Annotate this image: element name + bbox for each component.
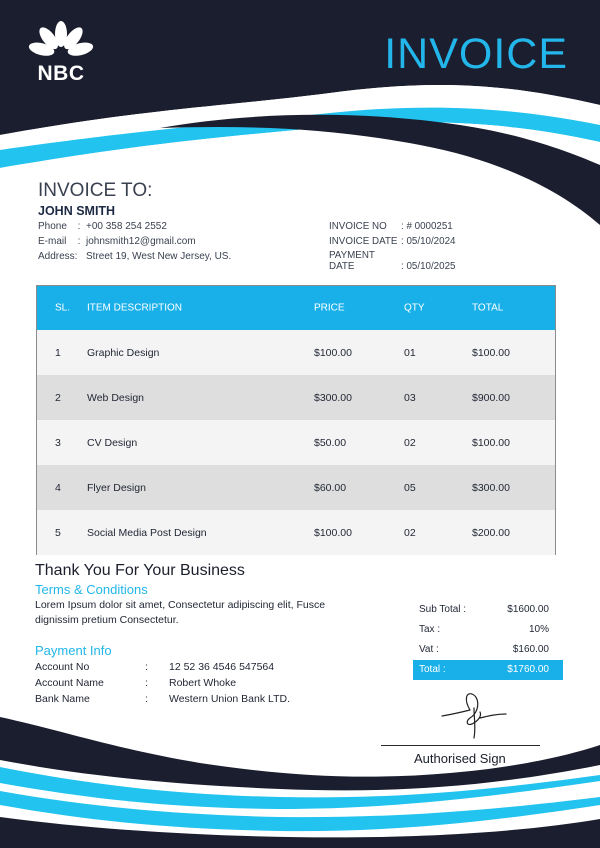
- total-value: $1760.00: [507, 664, 549, 675]
- row-description: CV Design: [87, 436, 138, 449]
- row-price: $300.00: [314, 391, 352, 404]
- table-row: [37, 510, 555, 555]
- tax-label: Tax :: [419, 624, 441, 635]
- logo-text: NBC: [37, 62, 85, 85]
- table-row: [37, 465, 555, 510]
- vat-value: $160.00: [512, 644, 549, 655]
- email-label: E-mail: [38, 236, 67, 247]
- header-description: ITEM DESCRIPTION: [87, 302, 183, 314]
- terms-text: Lorem Ipsum dolor sit amet, Consectetur adipiscing elit, Fusce dignissim pretium Consectetur.: [35, 599, 326, 626]
- invoice-date-row: [329, 236, 455, 247]
- address-value: Street 19, West New Jersey, US.: [86, 251, 232, 262]
- tax-value: 10%: [528, 624, 549, 635]
- invoice-no-label: INVOICE NO: [329, 221, 387, 232]
- phone-row: [38, 221, 167, 232]
- row-total: $100.00: [472, 346, 510, 359]
- invoice-title: INVOICE: [384, 30, 568, 78]
- total-label: Total :: [419, 664, 446, 675]
- nbc-logo: [28, 20, 94, 90]
- row-total: $200.00: [472, 526, 510, 539]
- row-sl: 2: [55, 391, 61, 404]
- row-qty: 02: [404, 526, 416, 539]
- phone-colon: :: [77, 221, 81, 232]
- email-value: johnsmith12@gmail.com: [86, 236, 196, 247]
- signature-line: [381, 745, 540, 746]
- thank-you-text: Thank You For Your Business: [35, 562, 245, 579]
- account-name-row: [35, 677, 236, 689]
- phone-value: +00 358 254 2552: [86, 221, 167, 232]
- header-qty: QTY: [404, 302, 425, 314]
- subtotal-value: $1600.00: [507, 604, 549, 615]
- subtotal-label: Sub Total :: [419, 604, 467, 615]
- table-header: [37, 286, 555, 330]
- bank-name-colon: :: [145, 693, 148, 705]
- row-description: Flyer Design: [87, 481, 146, 494]
- account-no-row: [35, 661, 274, 673]
- row-qty: 01: [404, 346, 416, 359]
- table-row: [37, 420, 555, 465]
- header-price: PRICE: [314, 302, 345, 314]
- tax-row: [413, 620, 563, 640]
- row-description: Web Design: [87, 391, 145, 404]
- email-row: [38, 236, 196, 247]
- payment-date-row: [329, 250, 455, 272]
- bank-name-value: Western Union Bank LTD.: [169, 693, 290, 705]
- invoice-no-value: : # 0000251: [401, 221, 453, 232]
- row-price: $100.00: [314, 346, 352, 359]
- row-qty: 05: [404, 481, 416, 494]
- account-no-label: Account No: [35, 661, 90, 673]
- row-price: $100.00: [314, 526, 352, 539]
- address-row: [38, 251, 231, 262]
- table-row: [37, 375, 555, 420]
- header-sl: SL.: [55, 302, 71, 314]
- header-total: TOTAL: [472, 302, 504, 314]
- account-name-label: Account Name: [35, 677, 104, 689]
- authorised-sign-label: Authorised Sign: [414, 751, 506, 766]
- row-price: $60.00: [314, 481, 347, 494]
- payment-date-label: PAYMENT DATE: [329, 250, 375, 272]
- row-qty: 02: [404, 436, 416, 449]
- email-colon: :: [77, 236, 81, 247]
- total-row: [413, 660, 563, 680]
- subtotal-row: [413, 600, 563, 620]
- invoice-date-label: INVOICE DATE: [329, 236, 398, 247]
- row-total: $100.00: [472, 436, 510, 449]
- row-description: Social Media Post Design: [87, 526, 207, 539]
- bank-name-label: Bank Name: [35, 693, 90, 705]
- items-table: [36, 285, 556, 555]
- row-total: $900.00: [472, 391, 510, 404]
- terms-heading: Terms & Conditions: [35, 582, 148, 597]
- row-sl: 4: [55, 481, 61, 494]
- invoice-no-row: [329, 221, 453, 232]
- row-price: $50.00: [314, 436, 347, 449]
- peacock-icon: [28, 20, 94, 64]
- row-qty: 03: [404, 391, 416, 404]
- account-name-colon: :: [145, 677, 148, 689]
- vat-row: [413, 640, 563, 660]
- phone-label: Phone: [38, 221, 67, 232]
- row-description: Graphic Design: [87, 346, 160, 359]
- table-row: [37, 330, 555, 375]
- row-sl: 1: [55, 346, 61, 359]
- bank-name-row: [35, 693, 290, 705]
- payment-info-heading: Payment Info: [35, 643, 112, 658]
- payment-date-value: : 05/10/2025: [401, 261, 456, 272]
- row-total: $300.00: [472, 481, 510, 494]
- client-name: JOHN SMITH: [38, 204, 116, 218]
- address-label: Address:: [38, 251, 78, 262]
- footer-wave-decoration: [0, 705, 600, 848]
- row-sl: 5: [55, 526, 61, 539]
- signature-icon: [440, 688, 510, 740]
- row-sl: 3: [55, 436, 61, 449]
- invoice-date-value: : 05/10/2024: [401, 236, 456, 247]
- account-no-colon: :: [145, 661, 148, 673]
- account-no-value: 12 52 36 4546 547564: [169, 661, 275, 673]
- invoice-to-heading: INVOICE TO:: [38, 180, 153, 201]
- account-name-value: Robert Whoke: [169, 677, 237, 689]
- vat-label: Vat :: [419, 644, 439, 655]
